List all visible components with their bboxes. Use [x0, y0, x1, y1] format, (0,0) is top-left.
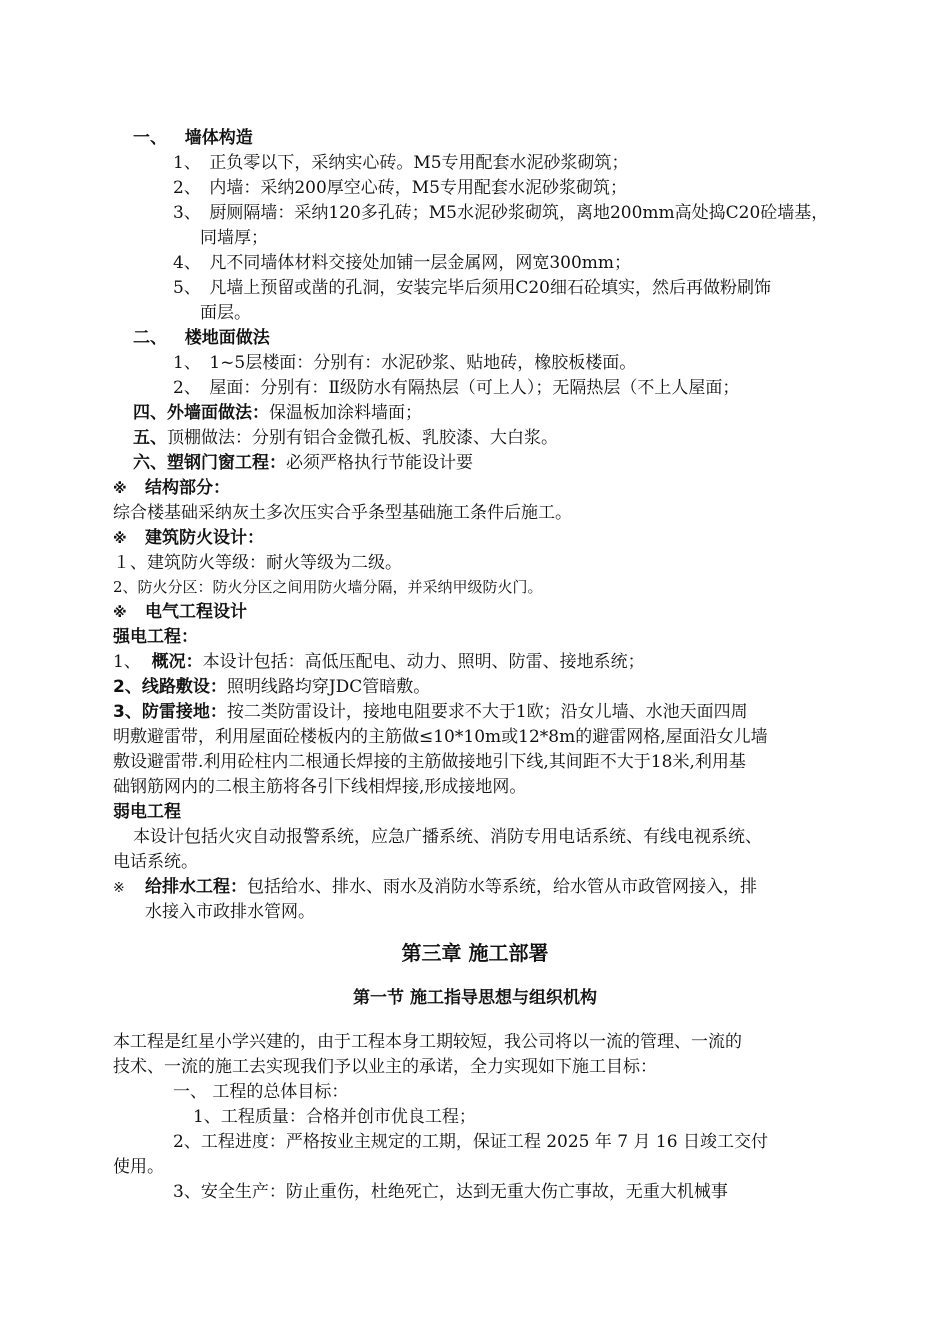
paragraph-overview: [113, 650, 645, 674]
paragraph-line: 水接入市政排水管网。: [145, 902, 315, 922]
bold-label: 3、防雷接地：: [113, 702, 227, 722]
heading-title: 墙体构造: [184, 128, 253, 148]
heading-fire-design: [113, 526, 264, 551]
paragraph-ceiling: [133, 426, 558, 450]
list-item: 2、工程进度：严格按业主规定的工期，保证工程 2025 年 7 月 16 日竣工交付: [173, 1132, 768, 1152]
heading-number: 二、: [133, 328, 167, 348]
bold-label: 五、: [133, 428, 167, 448]
text: 顶棚做法：分别有铝合金微孔板、乳胶漆、大白浆。: [167, 428, 558, 448]
heading-electrical: [113, 600, 247, 625]
paragraph-windows: [133, 451, 473, 475]
heading-weak-current: 弱电工程: [113, 802, 181, 822]
list-item: 2、 内墙：采纳200厚空心砖，M5专用配套水泥砂浆砌筑；: [173, 178, 627, 198]
paragraph: １、建筑防火等级：耐火等级为二级。: [113, 553, 402, 573]
heading-floor: [133, 326, 270, 350]
list-item-continued: 同墙厚；: [200, 228, 268, 248]
heading-title: 建筑防火设计：: [145, 528, 264, 548]
reference-mark-icon: ※: [113, 880, 125, 896]
bold-label: 给排水工程：: [145, 877, 247, 897]
heading-structure: [113, 476, 230, 501]
paragraph-line: 明敷避雷带，利用屋面砼楼板内的主筋做≤10*10m或12*8m的避雷网格,屋面沿女儿墙: [113, 727, 768, 747]
heading-number: 一、: [133, 128, 167, 148]
paragraph-line: 敷设避雷带.利用砼柱内二根通长焊接的主筋做接地引下线,其间距不大于18米,利用基: [113, 752, 746, 772]
heading-strong-current: 强电工程：: [113, 627, 198, 647]
paragraph-water: [113, 875, 757, 900]
bold-label: 四、外墙面做法：: [133, 403, 269, 423]
item-number: 1、: [113, 652, 141, 672]
text: 照明线路均穿JDC管暗敷。: [226, 677, 431, 697]
list-item: 1、 1~5层楼面：分别有：水泥砂浆、贴地砖，橡胶板楼面。: [173, 353, 637, 373]
paragraph-wiring: [113, 675, 430, 699]
paragraph-exterior-wall: [133, 401, 422, 425]
text: 保温板加涂料墙面；: [269, 403, 422, 423]
paragraph-line: 础钢筋网内的二根主筋将各引下线相焊接,形成接地网。: [113, 777, 527, 797]
text: 本设计包括：高低压配电、动力、照明、防雷、接地系统；: [202, 652, 645, 672]
paragraph-line: 本设计包括火灾自动报警系统，应急广播系统、消防专用电话系统、有线电视系统、: [133, 827, 762, 847]
paragraph: 综合楼基础采纳灰土多次压实合乎条型基础施工条件后施工。: [113, 503, 572, 523]
paragraph-line: 本工程是红星小学兴建的，由于工程本身工期较短，我公司将以一流的管理、一流的: [113, 1032, 742, 1052]
list-item: 2、 屋面：分别有：Ⅱ级防水有隔热层（可上人）；无隔热层（不上人屋面；: [173, 378, 740, 398]
paragraph-lightning: [113, 700, 748, 724]
text: 按二类防雷设计，接地电阻要求不大于1欧；沿女儿墙、水池天面四周: [226, 702, 748, 722]
list-item: 3、安全生产：防止重伤，杜绝死亡，达到无重大伤亡事故，无重大机械事: [173, 1182, 728, 1202]
list-item-continued: 使用。: [113, 1157, 164, 1177]
bold-label: 概况：: [151, 652, 203, 672]
paragraph-line: 电话系统。: [113, 852, 198, 872]
bold-label: 2、线路敷设：: [113, 677, 227, 697]
heading-wall-construction: [133, 126, 253, 150]
text: 必须严格执行节能设计要: [286, 453, 473, 473]
reference-mark-icon: ※: [113, 481, 127, 497]
reference-mark-icon: ※: [113, 605, 127, 621]
reference-mark-icon: ※: [113, 531, 127, 547]
list-item: 3、 厨厕隔墙：采纳120多孔砖；M5水泥砂浆砌筑，离地200mm高处捣C20砼墙基，: [173, 203, 829, 223]
bold-label: 六、塑钢门窗工程：: [133, 453, 286, 473]
list-item: 1、 正负零以下，采纳实心砖。M5专用配套水泥砂浆砌筑；: [173, 153, 629, 173]
list-item: 1、工程质量：合格并创市优良工程；: [193, 1107, 476, 1127]
list-item-continued: 面层。: [200, 303, 251, 323]
list-item: 5、 凡墙上预留或凿的孔洞，安装完毕后须用C20细石砼填实，然后再做粉刷饰: [173, 278, 771, 298]
heading-title: 楼地面做法: [184, 328, 270, 348]
section-title: 第一节 施工指导思想与组织机构: [353, 988, 597, 1008]
paragraph: 2、防火分区：防火分区之间用防火墙分隔，并采纳甲级防火门。: [113, 578, 543, 596]
list-item: 4、 凡不同墙体材料交接处加铺一层金属网，网宽300mm；: [173, 253, 632, 273]
subheading-goals: 一、 工程的总体目标：: [173, 1082, 349, 1102]
heading-title: 电气工程设计: [145, 602, 247, 622]
chapter-title: 第三章 施工部署: [401, 941, 549, 965]
heading-title: 结构部分：: [145, 478, 230, 498]
paragraph-line: 技术、一流的施工去实现我们予以业主的承诺，全力实现如下施工目标：: [113, 1057, 657, 1077]
text: 包括给水、排水、雨水及消防水等系统，给水管从市政管网接入，排: [247, 877, 757, 897]
